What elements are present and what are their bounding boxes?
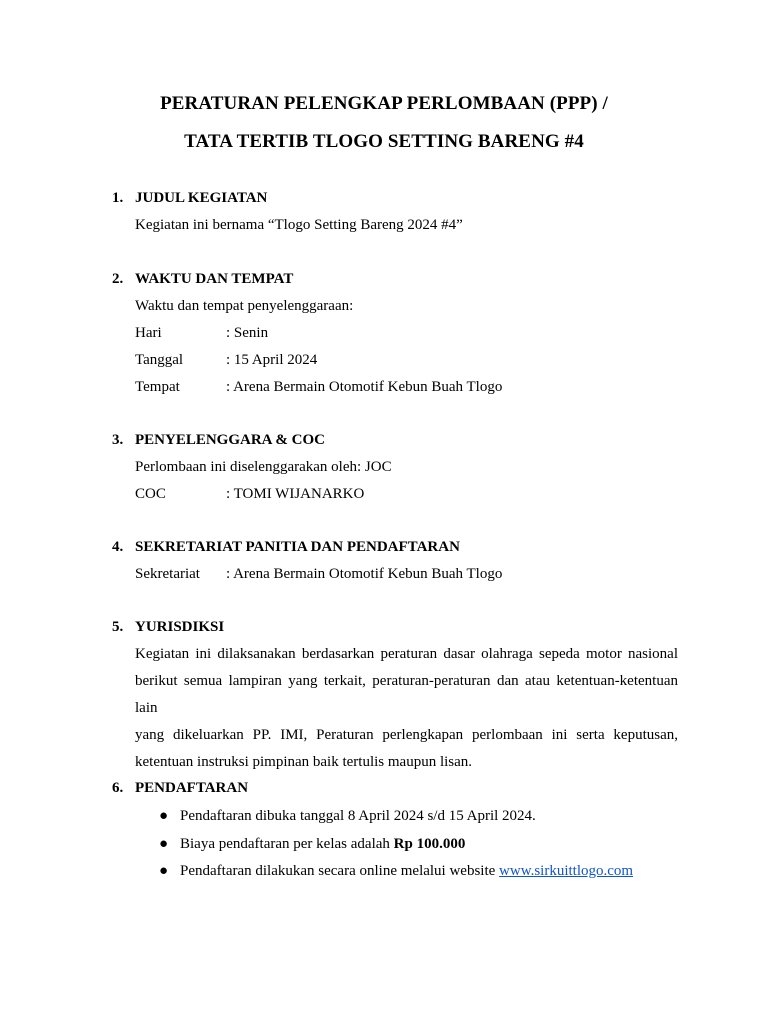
yurisdiksi-paragraph bbox=[135, 641, 678, 776]
field-value-tanggal: : 15 April 2024 bbox=[226, 352, 318, 368]
bullet-item-biaya bbox=[180, 836, 465, 853]
section-number: 4. bbox=[112, 539, 124, 555]
field-label-hari: Hari bbox=[135, 325, 162, 341]
field-value-tempat: : Arena Bermain Otomotif Kebun Buah Tlogo bbox=[226, 379, 503, 395]
section-number: 5. bbox=[112, 619, 124, 635]
field-label-tanggal: Tanggal bbox=[135, 352, 184, 368]
bullet-text: Pendaftaran dilakukan secara online melalui website bbox=[180, 863, 500, 879]
section-title-yurisdiksi: YURISDIKSI bbox=[135, 619, 225, 635]
section-title-waktu-dan-tempat: WAKTU DAN TEMPAT bbox=[135, 271, 294, 287]
section-title-judul-kegiatan: JUDUL KEGIATAN bbox=[135, 190, 268, 206]
section-number: 1. bbox=[112, 190, 124, 206]
paragraph-line: berikut semua lampiran yang terkait, peraturan-peraturan dan atau ketentuan-ketentuan lain bbox=[135, 673, 678, 716]
field-value-coc: : TOMI WIJANARKO bbox=[226, 486, 365, 502]
section-number: 2. bbox=[112, 271, 124, 287]
field-label-sekretariat: Sekretariat bbox=[135, 566, 200, 582]
document-title-line2: TATA TERTIB TLOGO SETTING BARENG #4 bbox=[184, 131, 584, 152]
field-value-hari: : Senin bbox=[226, 325, 269, 341]
bullet-icon: ● bbox=[159, 808, 169, 824]
section-intro: Perlombaan ini diselenggarakan oleh: JOC bbox=[135, 459, 392, 475]
section-number: 6. bbox=[112, 780, 124, 796]
section-intro: Waktu dan tempat penyelenggaraan: bbox=[135, 298, 354, 314]
price-value: Rp 100.000 bbox=[393, 836, 466, 852]
paragraph-line: ketentuan instruksi pimpinan baik tertulis maupun lisan. bbox=[135, 754, 473, 770]
section-title-sekretariat: SEKRETARIAT PANITIA DAN PENDAFTARAN bbox=[135, 539, 460, 555]
field-value-sekretariat: : Arena Bermain Otomotif Kebun Buah Tlogo bbox=[226, 566, 503, 582]
bullet-item-dibuka bbox=[180, 808, 536, 825]
section-title-pendaftaran: PENDAFTARAN bbox=[135, 780, 249, 796]
paragraph-line: yang dikeluarkan PP. IMI, Peraturan perlengkapan perlombaan ini serta keputusan, bbox=[135, 727, 678, 743]
paragraph-line: Kegiatan ini dilaksanakan berdasarkan peraturan dasar olahraga sepeda motor nasional bbox=[135, 646, 678, 662]
section-text: Kegiatan ini bernama “Tlogo Setting Bareng 2024 #4” bbox=[135, 217, 463, 233]
section-title-penyelenggara: PENYELENGGARA & COC bbox=[135, 432, 326, 448]
website-link[interactable]: www.sirkuittlogo.com bbox=[499, 863, 634, 879]
bullet-text: Pendaftaran dibuka tanggal 8 April 2024 s/d 15 April 2024. bbox=[180, 808, 536, 824]
bullet-icon: ● bbox=[159, 863, 169, 879]
document-title-line1: PERATURAN PELENGKAP PERLOMBAAN (PPP) / bbox=[160, 93, 608, 114]
field-label-coc: COC bbox=[135, 486, 166, 502]
field-label-tempat: Tempat bbox=[135, 379, 180, 395]
bullet-item-online bbox=[180, 863, 633, 880]
bullet-icon: ● bbox=[159, 836, 169, 852]
section-number: 3. bbox=[112, 432, 124, 448]
bullet-text: Biaya pendaftaran per kelas adalah bbox=[180, 836, 394, 852]
